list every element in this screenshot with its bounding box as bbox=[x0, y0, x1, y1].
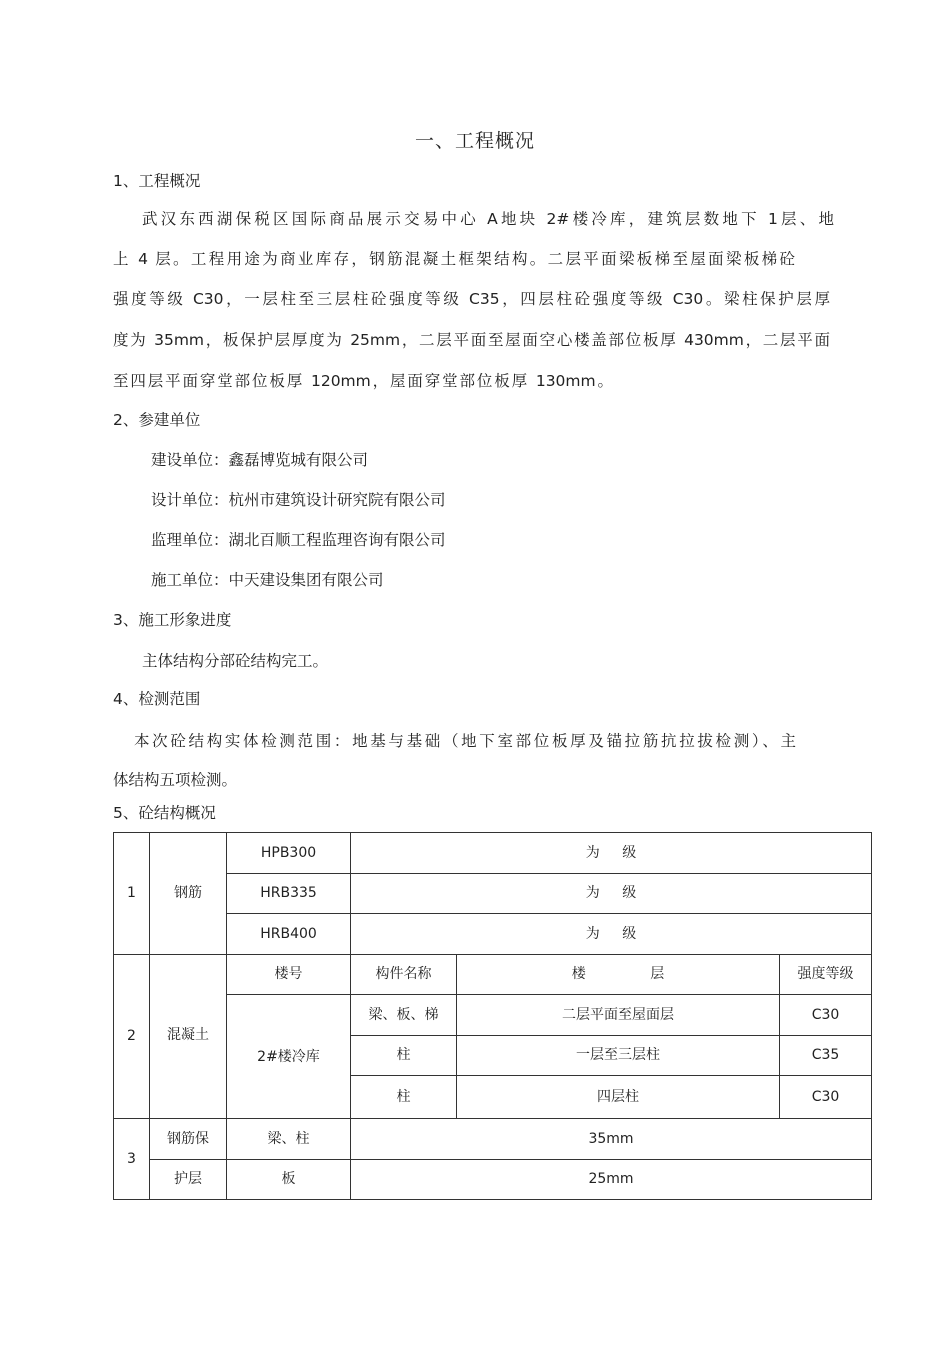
category-label: 钢筋 bbox=[150, 833, 227, 955]
category-label: 混凝土 bbox=[150, 954, 227, 1119]
row-number: 2 bbox=[114, 954, 150, 1119]
column-header-strength: 强度等级 bbox=[780, 954, 872, 995]
section-3-heading: 3、施工形象进度 bbox=[113, 611, 232, 629]
overview-line-1: 武汉东西湖保税区国际商品展示交易中心 A地块 2#楼冷库，建筑层数地下 1层、地 bbox=[142, 210, 834, 228]
member-name: 板 bbox=[227, 1159, 351, 1200]
table-row bbox=[114, 914, 872, 955]
progress-text: 主体结构分部砼结构完工。 bbox=[142, 652, 329, 670]
strength-grade: C30 bbox=[780, 1076, 872, 1119]
section-4-heading: 4、检测范围 bbox=[113, 690, 201, 708]
column-header-member: 构件名称 bbox=[351, 954, 457, 995]
rebar-value: 为 级 bbox=[351, 833, 872, 874]
building-name: 2#楼冷库 bbox=[227, 995, 351, 1119]
overview-line-2: 上 4 层。工程用途为商业库存，钢筋混凝土框架结构。二层平面梁板梯至屋面梁板梯砼 bbox=[113, 250, 795, 268]
overview-line-4: 度为 35mm，板保护层厚度为 25mm，二层平面至屋面空心楼盖部位板厚 430mm，二层平面 bbox=[113, 331, 830, 349]
floor-range: 二层平面至屋面层 bbox=[457, 995, 780, 1036]
table-row bbox=[114, 954, 872, 995]
scope-line-1: 本次砼结构实体检测范围：地基与基础（地下室部位板厚及锚拉筋抗拉拔检测）、主 bbox=[134, 732, 796, 750]
cover-thickness: 25mm bbox=[351, 1159, 872, 1200]
table-row bbox=[114, 833, 872, 874]
section-5-heading: 5、砼结构概况 bbox=[113, 804, 216, 822]
table-row bbox=[114, 873, 872, 914]
section-2-heading: 2、参建单位 bbox=[113, 411, 201, 429]
table-row bbox=[114, 1159, 872, 1200]
supervision-unit: 监理单位：湖北百顺工程监理咨询有限公司 bbox=[151, 531, 446, 549]
member-name: 柱 bbox=[351, 1035, 457, 1076]
section-1-heading: 1、工程概况 bbox=[113, 172, 201, 190]
floor-range: 一层至三层柱 bbox=[457, 1035, 780, 1076]
category-label-line-2: 护层 bbox=[150, 1159, 227, 1200]
scope-line-2: 体结构五项检测。 bbox=[113, 771, 238, 789]
design-unit: 设计单位：杭州市建筑设计研究院有限公司 bbox=[151, 491, 446, 509]
overview-line-3: 强度等级 C30，一层柱至三层柱砼强度等级 C35，四层柱砼强度等级 C30。梁柱保护层厚 bbox=[113, 290, 830, 308]
construction-unit: 建设单位：鑫磊博览城有限公司 bbox=[151, 451, 369, 469]
rebar-value: 为 级 bbox=[351, 914, 872, 955]
cover-thickness: 35mm bbox=[351, 1119, 872, 1160]
table-row bbox=[114, 995, 872, 1036]
rebar-value: 为 级 bbox=[351, 873, 872, 914]
category-label-line-1: 钢筋保 bbox=[150, 1119, 227, 1160]
row-number: 3 bbox=[114, 1119, 150, 1200]
strength-grade: C30 bbox=[780, 995, 872, 1036]
member-name: 柱 bbox=[351, 1076, 457, 1119]
rebar-grade: HPB300 bbox=[227, 833, 351, 874]
table-row bbox=[114, 1119, 872, 1160]
member-name: 梁、板、梯 bbox=[351, 995, 457, 1036]
column-header-building: 楼号 bbox=[227, 954, 351, 995]
page-title: 一、工程概况 bbox=[414, 130, 535, 152]
floor-range: 四层柱 bbox=[457, 1076, 780, 1119]
column-header-floor: 楼 层 bbox=[457, 954, 780, 995]
concrete-structure-table bbox=[113, 832, 872, 1200]
contractor-unit: 施工单位：中天建设集团有限公司 bbox=[151, 571, 384, 589]
row-number: 1 bbox=[114, 833, 150, 955]
rebar-grade: HRB335 bbox=[227, 873, 351, 914]
strength-grade: C35 bbox=[780, 1035, 872, 1076]
overview-line-5: 至四层平面穿堂部位板厚 120mm，屋面穿堂部位板厚 130mm。 bbox=[113, 372, 613, 390]
rebar-grade: HRB400 bbox=[227, 914, 351, 955]
member-name: 梁、柱 bbox=[227, 1119, 351, 1160]
